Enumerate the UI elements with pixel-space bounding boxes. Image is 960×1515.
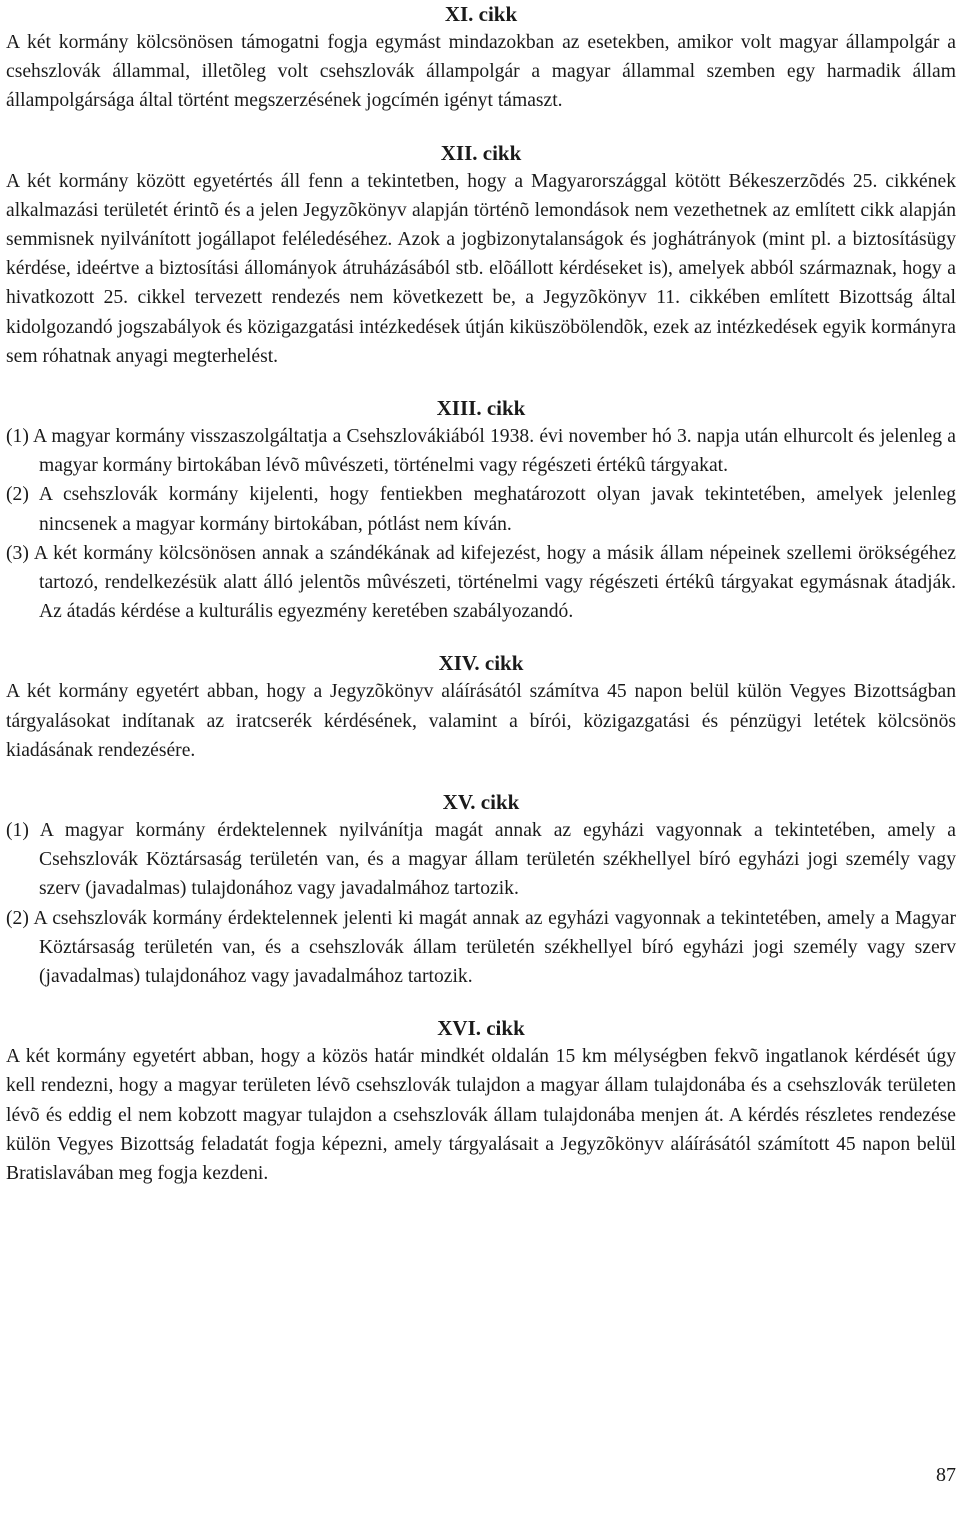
article-heading: XVI. cikk [437, 1016, 525, 1041]
article-paragraph: A két kormány egyetért abban, hogy a Jegyzõkönyv aláírásától számítva 45 napon belül külön Vegyes Bizottságban tárgyalásokat indítanak az iratcserék kérdésének, valamint a bírói, közigazgatási és pénzügyi letétek kölcsönös kiadásának rendezésére. [6, 681, 956, 761]
spacer [6, 116, 956, 139]
document-page [6, 0, 956, 1188]
spacer [6, 371, 956, 394]
article-heading: XII. cikk [440, 140, 522, 165]
page-number: 87 [936, 1464, 956, 1486]
spacer [6, 765, 956, 788]
article-paragraph: A két kormány között egyetértés áll fenn a tekintetben, hogy a Magyarországgal kötött Békeszerzõdés 25. cikkének alkalmazási területét érintõ és a jelen Jegyzõkönyv alapján történõ lemondások nem vezethetnek az említett cikk alapján semmisnek nyilvánított jogállapot feléledéséhez. Azok a jogbizonytalanságok és joghátrányok (mint pl. a biztosításügy kérdése, ideértve a biztosítási állományok átruházásából stb. elõállott kérdéseket is), amelyek abból származnak, hogy a hivatkozott 25. cikkel tervezett rendezés nem következett be, a Jegyzõkönyv 11. cikkében említett Bizottság által kidolgozandó jogszabályok és közigazgatási intézkedések útján kiküszöbölendõk, ezek az intézkedések egyik kormányra sem róhatnak anyagi megterhelést. [6, 170, 956, 367]
spacer [6, 626, 956, 649]
article-xiii [6, 394, 956, 626]
article-item: (3) A két kormány kölcsönösen annak a szándékának ad kifejezést, hogy a másik állam népeinek szellemi örökségéhez tartozó, rendelkezésük alatt álló jelentõs mûvészeti, történelmi vagy régészeti értékû tárgyakat egymásnak átadják. Az átadás kérdése a kulturális egyezmény keretében szabályozandó. [6, 542, 956, 623]
article-heading: XIII. cikk [436, 396, 526, 421]
spacer [6, 991, 956, 1014]
article-xii [6, 139, 956, 371]
article-item: (1) A magyar kormány visszaszolgáltatja a Csehszlovákiából 1938. évi november hó 3. napja után elhurcolt és jelenleg a magyar kormány birtokában lévõ mûvészeti, történelmi vagy régészeti értékû tárgyakat. [6, 426, 956, 477]
article-heading: XIV. cikk [438, 651, 524, 676]
article-item: (2) A csehszlovák kormány kijelenti, hogy fentiekben meghatározott olyan javak tekintetében, amelyek jelenleg nincsenek a magyar kormány birtokában, pótlást nem kíván. [6, 484, 956, 535]
article-item: (1) A magyar kormány érdektelennek nyilvánítja magát annak az egyházi vagyonnak a tekintetében, amely a Csehszlovák Köztársaság területén van, és a magyar állam területén székhellyel bíró egyházi jogi személy vagy szerv (javadalmas) tulajdonához vagy javadalmához tartozik. [6, 820, 956, 900]
article-xiv [6, 649, 956, 765]
article-paragraph: A két kormány egyetért abban, hogy a közös határ mindkét oldalán 15 km mélységben fekvõ ingatlanok kérdését úgy kell rendezni, hogy a magyar területen lévõ csehszlovák tulajdon a magyar állam tulajdonába és a csehszlovák területen lévõ és eddig el nem kobzott magyar tulajdon a csehszlovák állam tulajdonába menjen át. A kérdés részletes rendezése külön Vegyes Bizottság feladatát fogja képezni, amely tárgyalásait a Jegyzõkönyv aláírásától számított 45 napon belül Bratislavában meg fogja kezdeni. [6, 1046, 956, 1185]
article-xi [6, 0, 956, 116]
article-heading: XV. cikk [442, 790, 520, 815]
article-paragraph: A két kormány kölcsönösen támogatni fogja egymást mindazokban az esetekben, amikor volt magyar állampolgár a csehszlovák állammal, illetõleg volt csehszlovák állampolgár a magyar állammal szemben egy harmadik állam állampolgársága által történt megszerzésének jogcímén igényt támaszt. [6, 32, 956, 112]
article-heading: XI. cikk [444, 2, 518, 26]
article-xvi [6, 1014, 956, 1188]
article-xv [6, 788, 956, 991]
article-item: (2) A csehszlovák kormány érdektelennek jelenti ki magát annak az egyházi vagyonnak a tekintetében, amely a Magyar Köztársaság területén van, és a csehszlovák állam területén székhellyel bíró egyházi jogi személy vagy szerv (javadalmas) tulajdonához vagy javadalmához tartozik. [6, 907, 956, 988]
